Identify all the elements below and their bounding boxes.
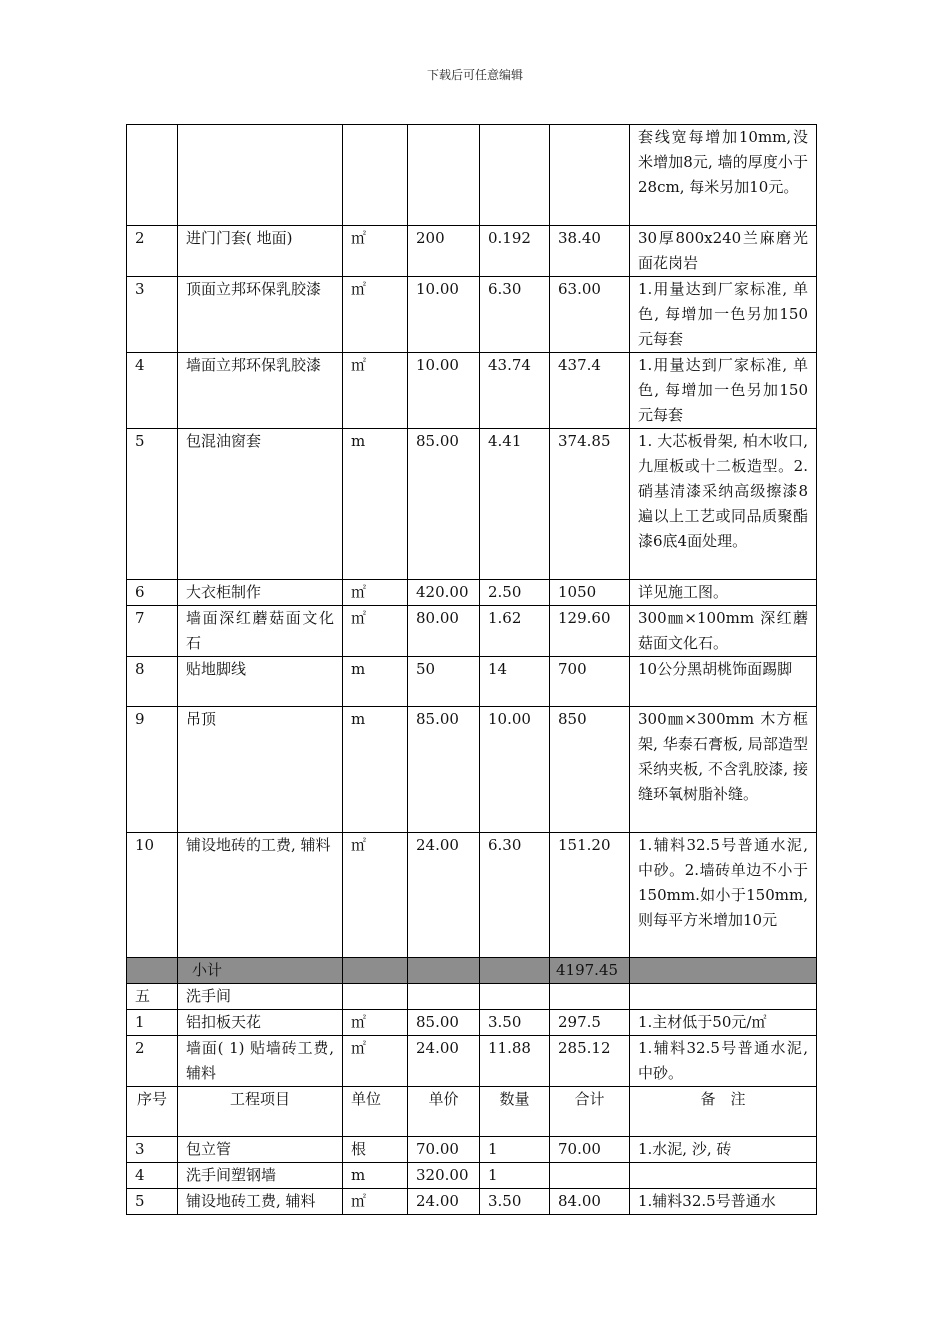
cell-total: 850 [550, 707, 630, 833]
cell-item: 贴地脚线 [178, 657, 343, 707]
cell-total: 129.60 [550, 606, 630, 657]
table-row [127, 1137, 817, 1163]
cell-note: 1.用量达到厂家标准, 单色, 每增加一色另加150元每套 [630, 353, 817, 429]
cell-unit: ㎡ [343, 353, 408, 429]
cell-no: 5 [127, 429, 178, 580]
cell-no: 8 [127, 657, 178, 707]
cell-no: 2 [127, 226, 178, 277]
cell-note: 300㎜×100mm 深红蘑菇面文化石。 [630, 606, 817, 657]
cell-qty: 11.88 [480, 1036, 550, 1087]
cell-price: 24.00 [408, 1036, 480, 1087]
subtotal-row [127, 958, 817, 984]
cell-unit: m [343, 429, 408, 580]
table-row [127, 707, 817, 833]
cell-total: 1050 [550, 580, 630, 606]
cell-qty: 6.30 [480, 833, 550, 958]
table-row [127, 277, 817, 353]
header-total: 合计 [550, 1087, 630, 1137]
cell-item: 铺设地砖的工费, 辅料 [178, 833, 343, 958]
cell-qty: 0.192 [480, 226, 550, 277]
cell-qty: 1 [480, 1163, 550, 1189]
cell-no: 3 [127, 277, 178, 353]
cell-no: 6 [127, 580, 178, 606]
header-no: 序号 [127, 1087, 178, 1137]
cell-item: 包立管 [178, 1137, 343, 1163]
cell-total: 437.4 [550, 353, 630, 429]
cell-item: 铺设地砖工费, 辅料 [178, 1189, 343, 1215]
section-row [127, 984, 817, 1010]
cell-price: 10.00 [408, 277, 480, 353]
cell-price: 24.00 [408, 833, 480, 958]
cell-unit: ㎡ [343, 1036, 408, 1087]
table-row [127, 606, 817, 657]
cell-note: 10公分黑胡桃饰面踢脚 [630, 657, 817, 707]
cell-item: 墙面( 1) 贴墙砖工费, 辅料 [178, 1036, 343, 1087]
cell-item: 包混油窗套 [178, 429, 343, 580]
cell-item: 大衣柜制作 [178, 580, 343, 606]
cell-unit: ㎡ [343, 1189, 408, 1215]
header-qty: 数量 [480, 1087, 550, 1137]
cell-qty: 3.50 [480, 1189, 550, 1215]
cell-item: 进门门套( 地面) [178, 226, 343, 277]
cell-price: 80.00 [408, 606, 480, 657]
cell-unit: ㎡ [343, 833, 408, 958]
cell-unit: ㎡ [343, 277, 408, 353]
column-header-row [127, 1087, 817, 1137]
cell-total: 374.85 [550, 429, 630, 580]
cell-qty: 1 [480, 1137, 550, 1163]
cell-note: 1.用量达到厂家标准, 单色, 每增加一色另加150元每套 [630, 277, 817, 353]
cell-no: 2 [127, 1036, 178, 1087]
cell-item: 顶面立邦环保乳胶漆 [178, 277, 343, 353]
cell-unit: m [343, 1163, 408, 1189]
table-row [127, 226, 817, 277]
cell-note: 1.主材低于50元/㎡ [630, 1010, 817, 1036]
quote-table [126, 124, 817, 1215]
table-row [127, 1010, 817, 1036]
cell-total: 84.00 [550, 1189, 630, 1215]
section-title: 洗手间 [178, 984, 343, 1010]
cell-note: 30厚800x240兰麻磨光面花岗岩 [630, 226, 817, 277]
cell-no: 10 [127, 833, 178, 958]
cell-item: 洗手间塑钢墙 [178, 1163, 343, 1189]
cell-note: 1.辅料32.5号普通水 [630, 1189, 817, 1215]
cell-total: 63.00 [550, 277, 630, 353]
cell-price: 24.00 [408, 1189, 480, 1215]
section-no: 五 [127, 984, 178, 1010]
cell-total: 700 [550, 657, 630, 707]
cell-price: 200 [408, 226, 480, 277]
cell-qty: 2.50 [480, 580, 550, 606]
cell-unit: m [343, 707, 408, 833]
cell-qty: 10.00 [480, 707, 550, 833]
header-price: 单价 [408, 1087, 480, 1137]
header-item: 工程项目 [178, 1087, 343, 1137]
cell-note: 详见施工图。 [630, 580, 817, 606]
table-row [127, 580, 817, 606]
cell-qty: 3.50 [480, 1010, 550, 1036]
cell-unit: ㎡ [343, 606, 408, 657]
cell-no: 7 [127, 606, 178, 657]
cell-note: 300㎜×300mm 木方框架, 华泰石膏板, 局部造型采纳夹板, 不含乳胶漆, 接缝环氧树脂补缝。 [630, 707, 817, 833]
cell-no: 4 [127, 353, 178, 429]
cell-price: 50 [408, 657, 480, 707]
cell-item: 墙面立邦环保乳胶漆 [178, 353, 343, 429]
cell-unit: m [343, 657, 408, 707]
cell-qty: 14 [480, 657, 550, 707]
cell-price: 70.00 [408, 1137, 480, 1163]
cell-price: 85.00 [408, 429, 480, 580]
cell-unit: ㎡ [343, 580, 408, 606]
cell-unit: ㎡ [343, 1010, 408, 1036]
cell-total: 285.12 [550, 1036, 630, 1087]
cell-total: 297.5 [550, 1010, 630, 1036]
cell-total: 70.00 [550, 1137, 630, 1163]
cell-price: 420.00 [408, 580, 480, 606]
cell-note: 1.水泥, 沙, 砖 [630, 1137, 817, 1163]
cell-qty: 43.74 [480, 353, 550, 429]
cell-no: 4 [127, 1163, 178, 1189]
cell-unit: ㎡ [343, 226, 408, 277]
table-row [127, 657, 817, 707]
cell-no: 9 [127, 707, 178, 833]
cell-price: 85.00 [408, 707, 480, 833]
table-row [127, 833, 817, 958]
page-header: 下载后可任意编辑 [426, 68, 523, 82]
cell-note: 1.辅料32.5号普通水泥, 中砂。 [630, 1036, 817, 1087]
table-row [127, 1036, 817, 1087]
cell-total: 151.20 [550, 833, 630, 958]
cell-qty: 1.62 [480, 606, 550, 657]
table-row [127, 1189, 817, 1215]
cell-price: 10.00 [408, 353, 480, 429]
cell-note: 1.辅料32.5号普通水泥, 中砂。2.墙砖单边不小于150mm.如小于150mm, 则每平方米增加10元 [630, 833, 817, 958]
cell-price: 85.00 [408, 1010, 480, 1036]
cell-price: 320.00 [408, 1163, 480, 1189]
subtotal-total: 4197.45 [550, 958, 630, 984]
table-row [127, 125, 817, 226]
cell-qty: 4.41 [480, 429, 550, 580]
cell-note [630, 1163, 817, 1189]
cell-no: 1 [127, 1010, 178, 1036]
cell-item: 墙面深红蘑菇面文化石 [178, 606, 343, 657]
cell-qty: 6.30 [480, 277, 550, 353]
cell-note: 套线宽每增加10mm,没米增加8元, 墙的厚度小于28cm, 每米另加10元。 [630, 125, 817, 226]
table-row [127, 353, 817, 429]
cell-total: 38.40 [550, 226, 630, 277]
table-row [127, 429, 817, 580]
cell-note: 1. 大芯板骨架, 柏木收口, 九厘板或十二板造型。2.硝基清漆采纳高级擦漆8遍以上工艺或同品质聚酯漆6底4面处理。 [630, 429, 817, 580]
cell-unit: 根 [343, 1137, 408, 1163]
cell-item: 铝扣板天花 [178, 1010, 343, 1036]
cell-item: 吊顶 [178, 707, 343, 833]
cell-total [550, 1163, 630, 1189]
header-unit: 单位 [343, 1087, 408, 1137]
cell-no: 5 [127, 1189, 178, 1215]
cell-no: 3 [127, 1137, 178, 1163]
table-row [127, 1163, 817, 1189]
header-note: 备 注 [630, 1087, 817, 1137]
subtotal-label: 小计 [178, 958, 343, 984]
